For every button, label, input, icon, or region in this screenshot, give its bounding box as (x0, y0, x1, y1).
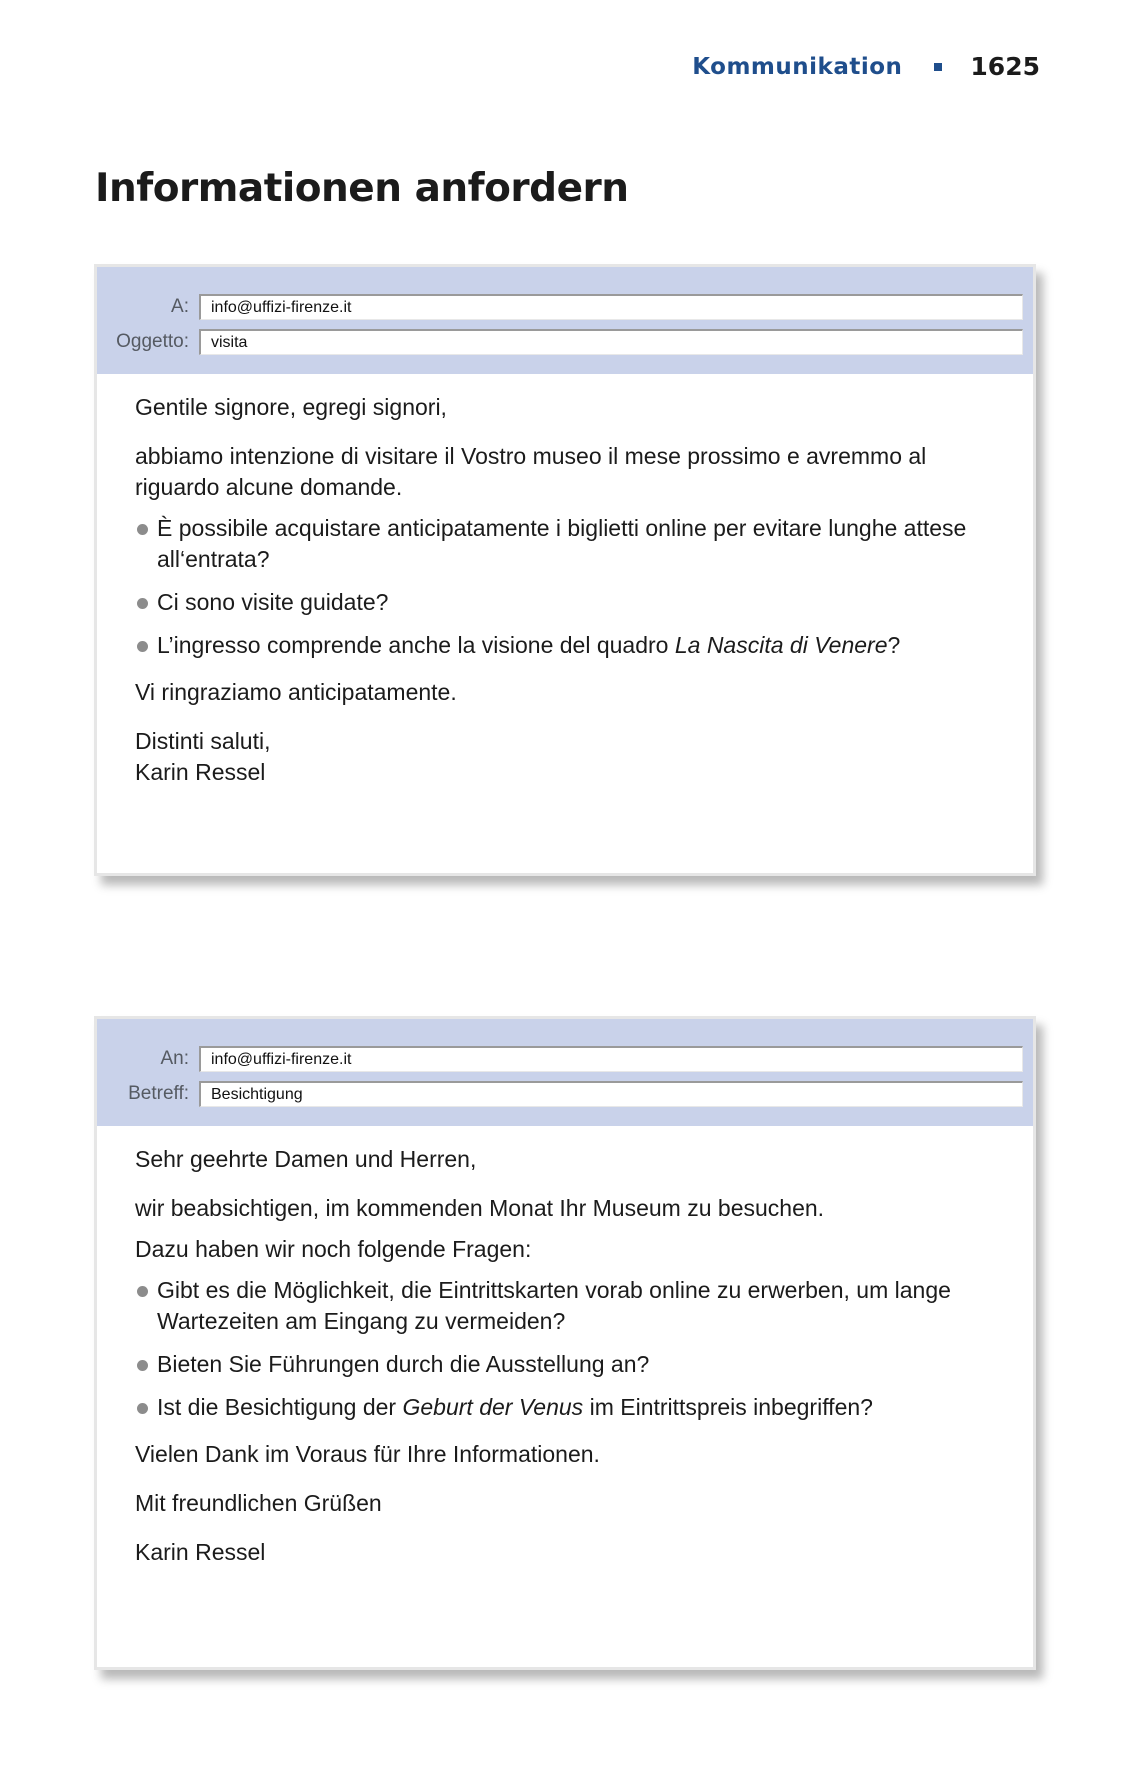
bullet-2: Ci sono visite guidate? (157, 589, 389, 615)
signature: Karin Ressel (135, 1539, 266, 1565)
bullet-2: Bieten Sie Führungen durch die Ausstellung an? (157, 1351, 650, 1377)
question-list (135, 513, 1003, 661)
to-row (97, 1041, 1033, 1076)
greeting: Gentile signore, egregi signori, (135, 394, 447, 420)
bullet-3-end: im Eintrittspreis inbegriffen? (583, 1394, 873, 1420)
subject-row (97, 1076, 1033, 1111)
subject-field[interactable]: Besichtigung (199, 1081, 1023, 1107)
painting-title: La Nascita di Venere (674, 632, 888, 658)
running-head (692, 52, 1040, 81)
bullet-1-line-1: Gibt es die Möglichkeit, die Eintrittskarten vorab online zu erwerben, um lange (157, 1277, 951, 1303)
list-item (135, 630, 1003, 661)
signature: Karin Ressel (135, 759, 266, 785)
email-italian (94, 264, 1036, 876)
email-german (94, 1016, 1036, 1670)
to-label: An: (160, 1047, 189, 1069)
bullet-icon (137, 641, 148, 652)
to-field[interactable]: info@uffizi-firenze.it (199, 1046, 1023, 1072)
page-title: Informationen anfordern (95, 166, 629, 211)
subject-field[interactable]: visita (199, 329, 1023, 355)
intro-line-1: abbiamo intenzione di visitare il Vostro museo il mese prossimo e avremmo al (135, 443, 927, 469)
email-header (97, 1019, 1033, 1126)
bullet-3-text: L’ingresso comprende anche la visione del quadro (157, 632, 675, 658)
square-separator-icon (934, 63, 942, 71)
to-field[interactable]: info@uffizi-firenze.it (199, 294, 1023, 320)
intro-2: Dazu haben wir noch folgende Fragen: (135, 1236, 532, 1262)
list-item (135, 1349, 1003, 1380)
bullet-icon (137, 1360, 148, 1371)
bullet-icon (137, 1286, 148, 1297)
closing: Distinti saluti, (135, 728, 271, 754)
closing: Mit freundlichen Grüßen (135, 1490, 382, 1516)
to-label: A: (171, 295, 189, 317)
bullet-icon (137, 1403, 148, 1414)
bullet-1-line-1: È possibile acquistare anticipatamente i biglietti online per evitare lunghe attese (157, 515, 967, 541)
painting-title: Geburt der Venus (402, 1394, 584, 1420)
sign-off (135, 726, 1003, 788)
intro-line-2: riguardo alcune domande. (135, 474, 403, 500)
list-item (135, 1392, 1003, 1423)
subject-label: Oggetto: (116, 330, 189, 352)
bullet-icon (137, 524, 148, 535)
thanks: Vi ringraziamo anticipatamente. (135, 679, 457, 705)
bullet-3-text: Ist die Besichtigung der (157, 1394, 403, 1420)
subject-label: Betreff: (128, 1082, 189, 1104)
list-item (135, 587, 1003, 618)
bullet-1-line-2: Wartezeiten am Eingang zu vermeiden? (157, 1308, 566, 1334)
subject-row (97, 324, 1033, 359)
intro (135, 441, 1003, 503)
email-header (97, 267, 1033, 374)
intro: wir beabsichtigen, im kommenden Monat Ihr Museum zu besuchen. (135, 1195, 825, 1221)
section-name: Kommunikation (692, 53, 903, 80)
question-list (135, 1275, 1003, 1423)
thanks: Vielen Dank im Voraus für Ihre Informationen. (135, 1441, 600, 1467)
greeting: Sehr geehrte Damen und Herren, (135, 1146, 477, 1172)
bullet-1-line-2: all‘entrata? (157, 546, 270, 572)
bullet-icon (137, 598, 148, 609)
list-item (135, 513, 1003, 575)
page-number: 1625 (970, 52, 1040, 81)
bullet-3-end: ? (887, 632, 901, 658)
email-body (97, 1126, 1033, 1568)
email-body (97, 374, 1033, 788)
to-row (97, 289, 1033, 324)
list-item (135, 1275, 1003, 1337)
